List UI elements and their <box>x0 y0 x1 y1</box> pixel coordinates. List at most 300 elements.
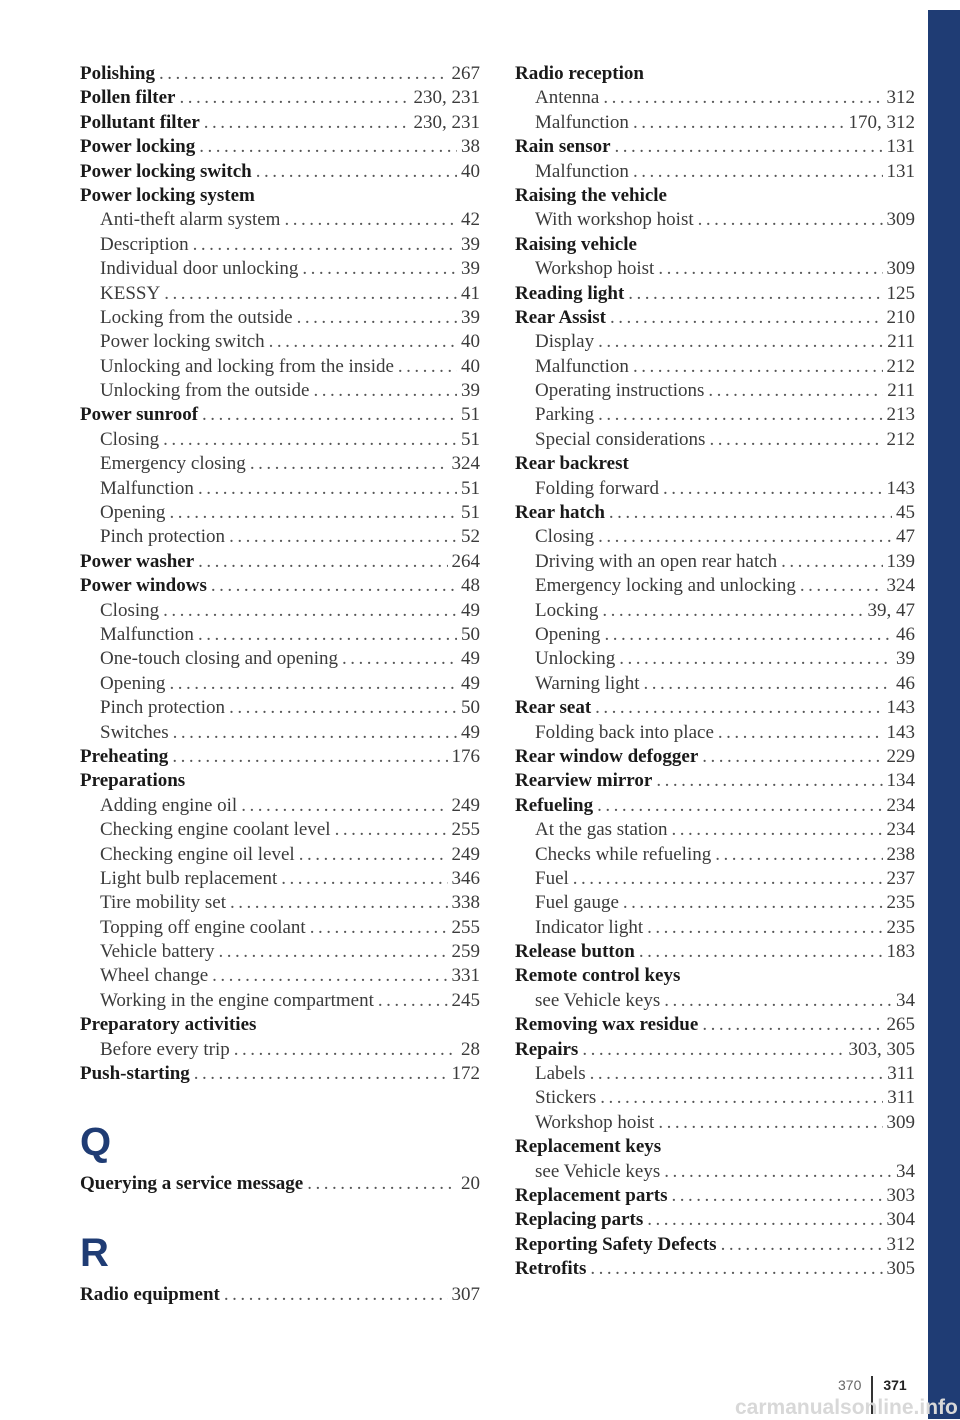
dot-leader <box>378 989 448 1013</box>
dot-leader <box>229 696 457 720</box>
entry-pages: 267 <box>451 63 480 84</box>
index-heading: Preparatory activities <box>80 1014 257 1036</box>
dot-leader <box>163 599 457 623</box>
entry-label: Description <box>100 233 189 255</box>
entry-label: Workshop hoist <box>535 258 655 280</box>
entry-pages: 235 <box>886 892 915 914</box>
dot-leader <box>781 550 882 574</box>
index-subentry <box>80 1038 480 1062</box>
index-subentry <box>80 233 480 257</box>
entry-label: Closing <box>100 428 160 450</box>
dot-leader <box>169 501 457 525</box>
entry-pages: 51 <box>461 404 480 426</box>
entry-label: Malfunction <box>535 160 629 182</box>
dot-leader <box>615 135 883 159</box>
index-entry <box>80 745 480 769</box>
dot-leader <box>398 355 457 379</box>
entry-label: Folding forward <box>535 477 660 499</box>
index-subentry <box>515 989 915 1013</box>
dot-leader <box>698 208 883 232</box>
entry-label: Rear window defogger <box>515 745 699 767</box>
entry-label: KESSY <box>100 282 161 304</box>
dot-leader <box>299 843 448 867</box>
entry-label: Radio equipment <box>80 1283 220 1305</box>
dot-leader <box>800 574 883 598</box>
index-heading: Raising the vehicle <box>515 184 667 206</box>
entry-label: Retrofits <box>515 1258 587 1280</box>
entry-label: Working in the engine compartment <box>100 989 374 1011</box>
index-subentry <box>515 1062 915 1086</box>
dot-leader <box>609 501 892 525</box>
watermark: carmanualsonline.info <box>735 1396 958 1419</box>
entry-pages: 48 <box>461 575 480 597</box>
dot-leader <box>644 672 892 696</box>
index-subentry <box>80 257 480 281</box>
entry-pages: 51 <box>461 477 480 499</box>
index-heading: Replacement keys <box>515 1136 662 1158</box>
entry-pages: 234 <box>886 794 915 816</box>
index-subentry <box>515 257 915 281</box>
entry-pages: 45 <box>896 502 915 524</box>
entry-label: Checking engine oil level <box>100 843 295 865</box>
index-subentry <box>515 1086 915 1110</box>
index-subentry <box>515 916 915 940</box>
entry-label: Polishing <box>80 63 155 84</box>
index-subentry <box>80 867 480 891</box>
entry-label: Rearview mirror <box>515 770 653 792</box>
index-entry <box>515 1233 915 1257</box>
entry-pages: 34 <box>896 989 915 1011</box>
entry-label: Preheating <box>80 745 169 767</box>
entry-pages: 230, 231 <box>413 111 480 133</box>
index-subentry <box>80 647 480 671</box>
dot-leader <box>672 1184 883 1208</box>
entry-label: Fuel gauge <box>535 892 619 914</box>
index-subentry <box>80 696 480 720</box>
entry-label: Refueling <box>515 794 594 816</box>
index-subentry <box>80 599 480 623</box>
index-heading: Raising vehicle <box>515 233 637 255</box>
dot-leader <box>715 843 882 867</box>
dot-leader <box>198 623 457 647</box>
index-entry <box>80 135 480 159</box>
entry-label: Unlocking <box>535 648 616 670</box>
index-entry <box>515 1184 915 1208</box>
entry-label: Power washer <box>80 550 195 572</box>
index-entry <box>515 1013 915 1037</box>
entry-label: Locking from the outside <box>100 306 293 328</box>
index-subentry <box>80 818 480 842</box>
index-subentry <box>515 525 915 549</box>
dot-leader <box>647 916 882 940</box>
entry-pages: 255 <box>451 819 480 841</box>
dot-leader <box>582 1038 844 1062</box>
dot-leader <box>619 647 892 671</box>
entry-label: Vehicle battery <box>100 941 215 963</box>
entry-label: Opening <box>100 502 166 524</box>
index-subentry <box>80 940 480 964</box>
index-subentry <box>80 623 480 647</box>
index-entry <box>80 403 480 427</box>
index-subentry <box>80 282 480 306</box>
index-column-left <box>80 62 480 1307</box>
index-subentry <box>515 1111 915 1135</box>
entry-label: Rain sensor <box>515 136 611 158</box>
entry-label: Rear seat <box>515 697 592 719</box>
entry-pages: 49 <box>461 648 480 670</box>
entry-pages: 52 <box>461 526 480 548</box>
index-subentry <box>515 891 915 915</box>
entry-pages: 311 <box>887 1087 915 1109</box>
entry-label: Repairs <box>515 1038 579 1060</box>
index-subentry <box>515 208 915 232</box>
dot-leader <box>199 135 457 159</box>
index-subentry <box>515 477 915 501</box>
index-subentry <box>80 477 480 501</box>
entry-label: Malfunction <box>535 355 629 377</box>
index-subentry <box>80 672 480 696</box>
entry-pages: 39 <box>896 648 915 670</box>
dot-leader <box>172 745 447 769</box>
entry-pages: 39, 47 <box>867 599 915 621</box>
entry-label: Stickers <box>535 1087 597 1109</box>
index-entry <box>515 745 915 769</box>
dot-leader <box>314 379 458 403</box>
entry-pages: 312 <box>886 87 915 109</box>
entry-label: Malfunction <box>100 477 194 499</box>
entry-label: Wheel change <box>100 965 209 987</box>
dot-leader <box>198 550 447 574</box>
entry-label: One-touch closing and opening <box>100 648 338 670</box>
index-subentry <box>515 574 915 598</box>
index-subentry <box>80 306 480 330</box>
dot-leader <box>224 1283 448 1307</box>
index-entry <box>515 769 915 793</box>
index-subentry <box>80 355 480 379</box>
entry-label: Replacing parts <box>515 1209 644 1231</box>
dot-leader <box>310 916 448 940</box>
entry-label: Labels <box>535 1063 586 1085</box>
entry-label: Antenna <box>535 87 600 109</box>
dot-leader <box>709 428 882 452</box>
entry-label: Closing <box>100 599 160 621</box>
entry-pages: 230, 231 <box>413 87 480 109</box>
index-subentry <box>515 550 915 574</box>
entry-pages: 309 <box>886 1111 915 1133</box>
index-subentry <box>80 330 480 354</box>
index-heading: Rear backrest <box>515 453 629 475</box>
entry-pages: 125 <box>886 282 915 304</box>
dot-leader <box>597 794 882 818</box>
index-subentry <box>80 452 480 476</box>
entry-label: Querying a service message <box>80 1173 304 1195</box>
index-subentry <box>515 721 915 745</box>
right-page-number: 371 <box>883 1377 907 1393</box>
entry-label: Removing wax residue <box>515 1014 699 1036</box>
entry-label: Workshop hoist <box>535 1111 655 1133</box>
dot-leader <box>628 282 882 306</box>
index-subentry <box>515 111 915 135</box>
dot-leader <box>721 1233 883 1257</box>
index-heading: Power locking system <box>80 184 255 206</box>
entry-label: Tire mobility set <box>100 892 226 914</box>
entry-label: Light bulb replacement <box>100 867 278 889</box>
dot-leader <box>595 696 882 720</box>
index-entry <box>80 111 480 135</box>
dot-leader <box>159 62 448 86</box>
entry-pages: 134 <box>886 770 915 792</box>
index-subentry <box>515 672 915 696</box>
dot-leader <box>302 257 457 281</box>
dot-leader <box>256 160 457 184</box>
entry-label: Operating instructions <box>535 380 705 402</box>
entry-label: Locking <box>535 599 599 621</box>
dot-leader <box>229 525 457 549</box>
dot-leader <box>163 428 457 452</box>
entry-pages: 237 <box>886 867 915 889</box>
entry-pages: 51 <box>461 428 480 450</box>
entry-label: Unlocking and locking from the inside <box>100 355 394 377</box>
entry-pages: 245 <box>451 989 480 1011</box>
entry-label: see Vehicle keys <box>535 989 661 1011</box>
entry-pages: 213 <box>886 404 915 426</box>
entry-pages: 143 <box>886 477 915 499</box>
dot-leader <box>633 111 845 135</box>
index-heading: Radio reception <box>515 63 644 84</box>
index-subentry <box>515 818 915 842</box>
dot-leader <box>633 160 883 184</box>
entry-label: Push-starting <box>80 1063 190 1085</box>
dot-leader <box>284 208 457 232</box>
entry-pages: 305 <box>886 1258 915 1280</box>
entry-label: Warning light <box>535 672 640 694</box>
index-subentry <box>80 379 480 403</box>
entry-pages: 211 <box>887 331 915 353</box>
entry-pages: 303, 305 <box>848 1038 915 1060</box>
dot-leader <box>623 891 883 915</box>
left-page-number: 370 <box>838 1377 862 1393</box>
dot-leader <box>590 1257 882 1281</box>
dot-leader <box>598 525 892 549</box>
entry-label: Special considerations <box>535 428 706 450</box>
dot-leader <box>702 1013 882 1037</box>
index-entry <box>80 1283 480 1307</box>
entry-pages: 50 <box>461 623 480 645</box>
section-gap <box>80 1197 480 1211</box>
entry-pages: 40 <box>461 355 480 377</box>
entry-label: Reading light <box>515 282 625 304</box>
entry-pages: 172 <box>451 1063 480 1085</box>
entry-label: Power sunroof <box>80 404 199 426</box>
dot-leader <box>702 745 882 769</box>
entry-pages: 41 <box>461 282 480 304</box>
entry-pages: 39 <box>461 258 480 280</box>
index-subentry <box>80 989 480 1013</box>
dot-leader <box>198 477 457 501</box>
dot-leader <box>204 111 410 135</box>
dot-leader <box>598 403 882 427</box>
dot-leader <box>193 233 457 257</box>
index-entry <box>80 550 480 574</box>
entry-label: Pollen filter <box>80 87 176 109</box>
dot-leader <box>664 989 892 1013</box>
index-entry <box>515 794 915 818</box>
index-subentry <box>515 379 915 403</box>
entry-label: Before every trip <box>100 1038 230 1060</box>
entry-label: Reporting Safety Defects <box>515 1233 717 1255</box>
index-subentry <box>80 721 480 745</box>
entry-label: Emergency locking and unlocking <box>535 575 796 597</box>
entry-label: Switches <box>100 721 169 743</box>
entry-pages: 39 <box>461 306 480 328</box>
index-subentry <box>515 599 915 623</box>
index-subentry <box>515 403 915 427</box>
entry-label: Topping off engine coolant <box>100 916 306 938</box>
dot-leader <box>633 355 883 379</box>
entry-label: Rear Assist <box>515 306 606 328</box>
entry-pages: 259 <box>451 941 480 963</box>
entry-label: Opening <box>100 672 166 694</box>
index-subentry <box>515 867 915 891</box>
dot-leader <box>602 599 863 623</box>
index-entry <box>515 306 915 330</box>
index-subentry <box>515 623 915 647</box>
entry-label: Emergency closing <box>100 453 246 475</box>
dot-leader <box>604 623 892 647</box>
dot-leader <box>218 940 447 964</box>
index-heading: Preparations <box>80 770 186 792</box>
dot-leader <box>598 330 883 354</box>
index-entry <box>515 282 915 306</box>
entry-label: Release button <box>515 941 635 963</box>
index-subentry <box>515 160 915 184</box>
entry-pages: 39 <box>461 233 480 255</box>
entry-pages: 40 <box>461 160 480 182</box>
entry-pages: 131 <box>886 160 915 182</box>
entry-label: Checking engine coolant level <box>100 819 331 841</box>
entry-label: Display <box>535 331 595 353</box>
index-subentry <box>515 1160 915 1184</box>
entry-label: Closing <box>535 526 595 548</box>
dot-leader <box>211 574 457 598</box>
entry-pages: 46 <box>896 672 915 694</box>
dot-leader <box>671 818 882 842</box>
index-entry <box>80 1062 480 1086</box>
index-subentry <box>80 501 480 525</box>
entry-pages: 255 <box>451 916 480 938</box>
entry-pages: 40 <box>461 331 480 353</box>
entry-label: Malfunction <box>535 111 629 133</box>
dot-leader <box>169 672 457 696</box>
entry-pages: 183 <box>886 941 915 963</box>
dot-leader <box>335 818 448 842</box>
entry-pages: 143 <box>886 721 915 743</box>
entry-label: Malfunction <box>100 623 194 645</box>
dot-leader <box>718 721 883 745</box>
entry-pages: 176 <box>451 745 480 767</box>
entry-label: Fuel <box>535 867 569 889</box>
section-letter: Q <box>80 1120 112 1165</box>
dot-leader <box>212 964 447 988</box>
entry-pages: 42 <box>461 209 480 231</box>
entry-pages: 210 <box>886 306 915 328</box>
index-entry <box>515 1208 915 1232</box>
entry-pages: 303 <box>886 1184 915 1206</box>
entry-pages: 307 <box>451 1283 480 1305</box>
index-subentry <box>515 843 915 867</box>
entry-label: Opening <box>535 623 601 645</box>
entry-label: Individual door unlocking <box>100 258 299 280</box>
index-subentry <box>515 355 915 379</box>
dot-leader <box>230 891 448 915</box>
dot-leader <box>573 867 883 891</box>
entry-label: Anti-theft alarm system <box>100 209 281 231</box>
section-letter: R <box>80 1230 109 1275</box>
entry-pages: 131 <box>886 136 915 158</box>
entry-pages: 212 <box>886 428 915 450</box>
dot-leader <box>173 721 457 745</box>
index-entry <box>80 160 480 184</box>
index-subentry <box>515 86 915 110</box>
entry-pages: 265 <box>886 1014 915 1036</box>
entry-pages: 34 <box>896 1160 915 1182</box>
entry-label: Checks while refueling <box>535 843 712 865</box>
entry-pages: 304 <box>886 1209 915 1231</box>
index-subentry <box>515 428 915 452</box>
entry-pages: 20 <box>461 1173 480 1195</box>
entry-label: see Vehicle keys <box>535 1160 661 1182</box>
entry-pages: 324 <box>451 453 480 475</box>
entry-label: Unlocking from the outside <box>100 380 310 402</box>
entry-pages: 331 <box>451 965 480 987</box>
dot-leader <box>663 477 882 501</box>
entry-label: Power locking switch <box>100 331 265 353</box>
entry-label: Parking <box>535 404 595 426</box>
entry-label: Power locking <box>80 136 196 158</box>
index-subentry <box>80 208 480 232</box>
index-subentry <box>80 525 480 549</box>
index-entry <box>515 1038 915 1062</box>
entry-pages: 311 <box>887 1063 915 1085</box>
index-entry <box>80 1172 480 1196</box>
dot-leader <box>194 1062 448 1086</box>
entry-pages: 47 <box>896 526 915 548</box>
entry-label: Power locking switch <box>80 160 252 182</box>
entry-label: Pinch protection <box>100 697 226 719</box>
dot-leader <box>658 257 882 281</box>
index-entry <box>80 574 480 598</box>
entry-pages: 139 <box>886 550 915 572</box>
entry-pages: 49 <box>461 672 480 694</box>
entry-pages: 338 <box>451 892 480 914</box>
dot-leader <box>281 867 447 891</box>
entry-pages: 50 <box>461 697 480 719</box>
dot-leader <box>269 330 457 354</box>
entry-pages: 235 <box>886 916 915 938</box>
index-subentry <box>80 843 480 867</box>
entry-label: Replacement parts <box>515 1184 668 1206</box>
dot-leader <box>297 306 457 330</box>
index-entry <box>80 86 480 110</box>
dot-leader <box>647 1208 882 1232</box>
entry-pages: 309 <box>886 209 915 231</box>
dot-leader <box>664 1160 892 1184</box>
dot-leader <box>307 1172 457 1196</box>
entry-pages: 346 <box>451 867 480 889</box>
index-entry <box>515 1257 915 1281</box>
index-subentry <box>80 794 480 818</box>
dot-leader <box>658 1111 882 1135</box>
